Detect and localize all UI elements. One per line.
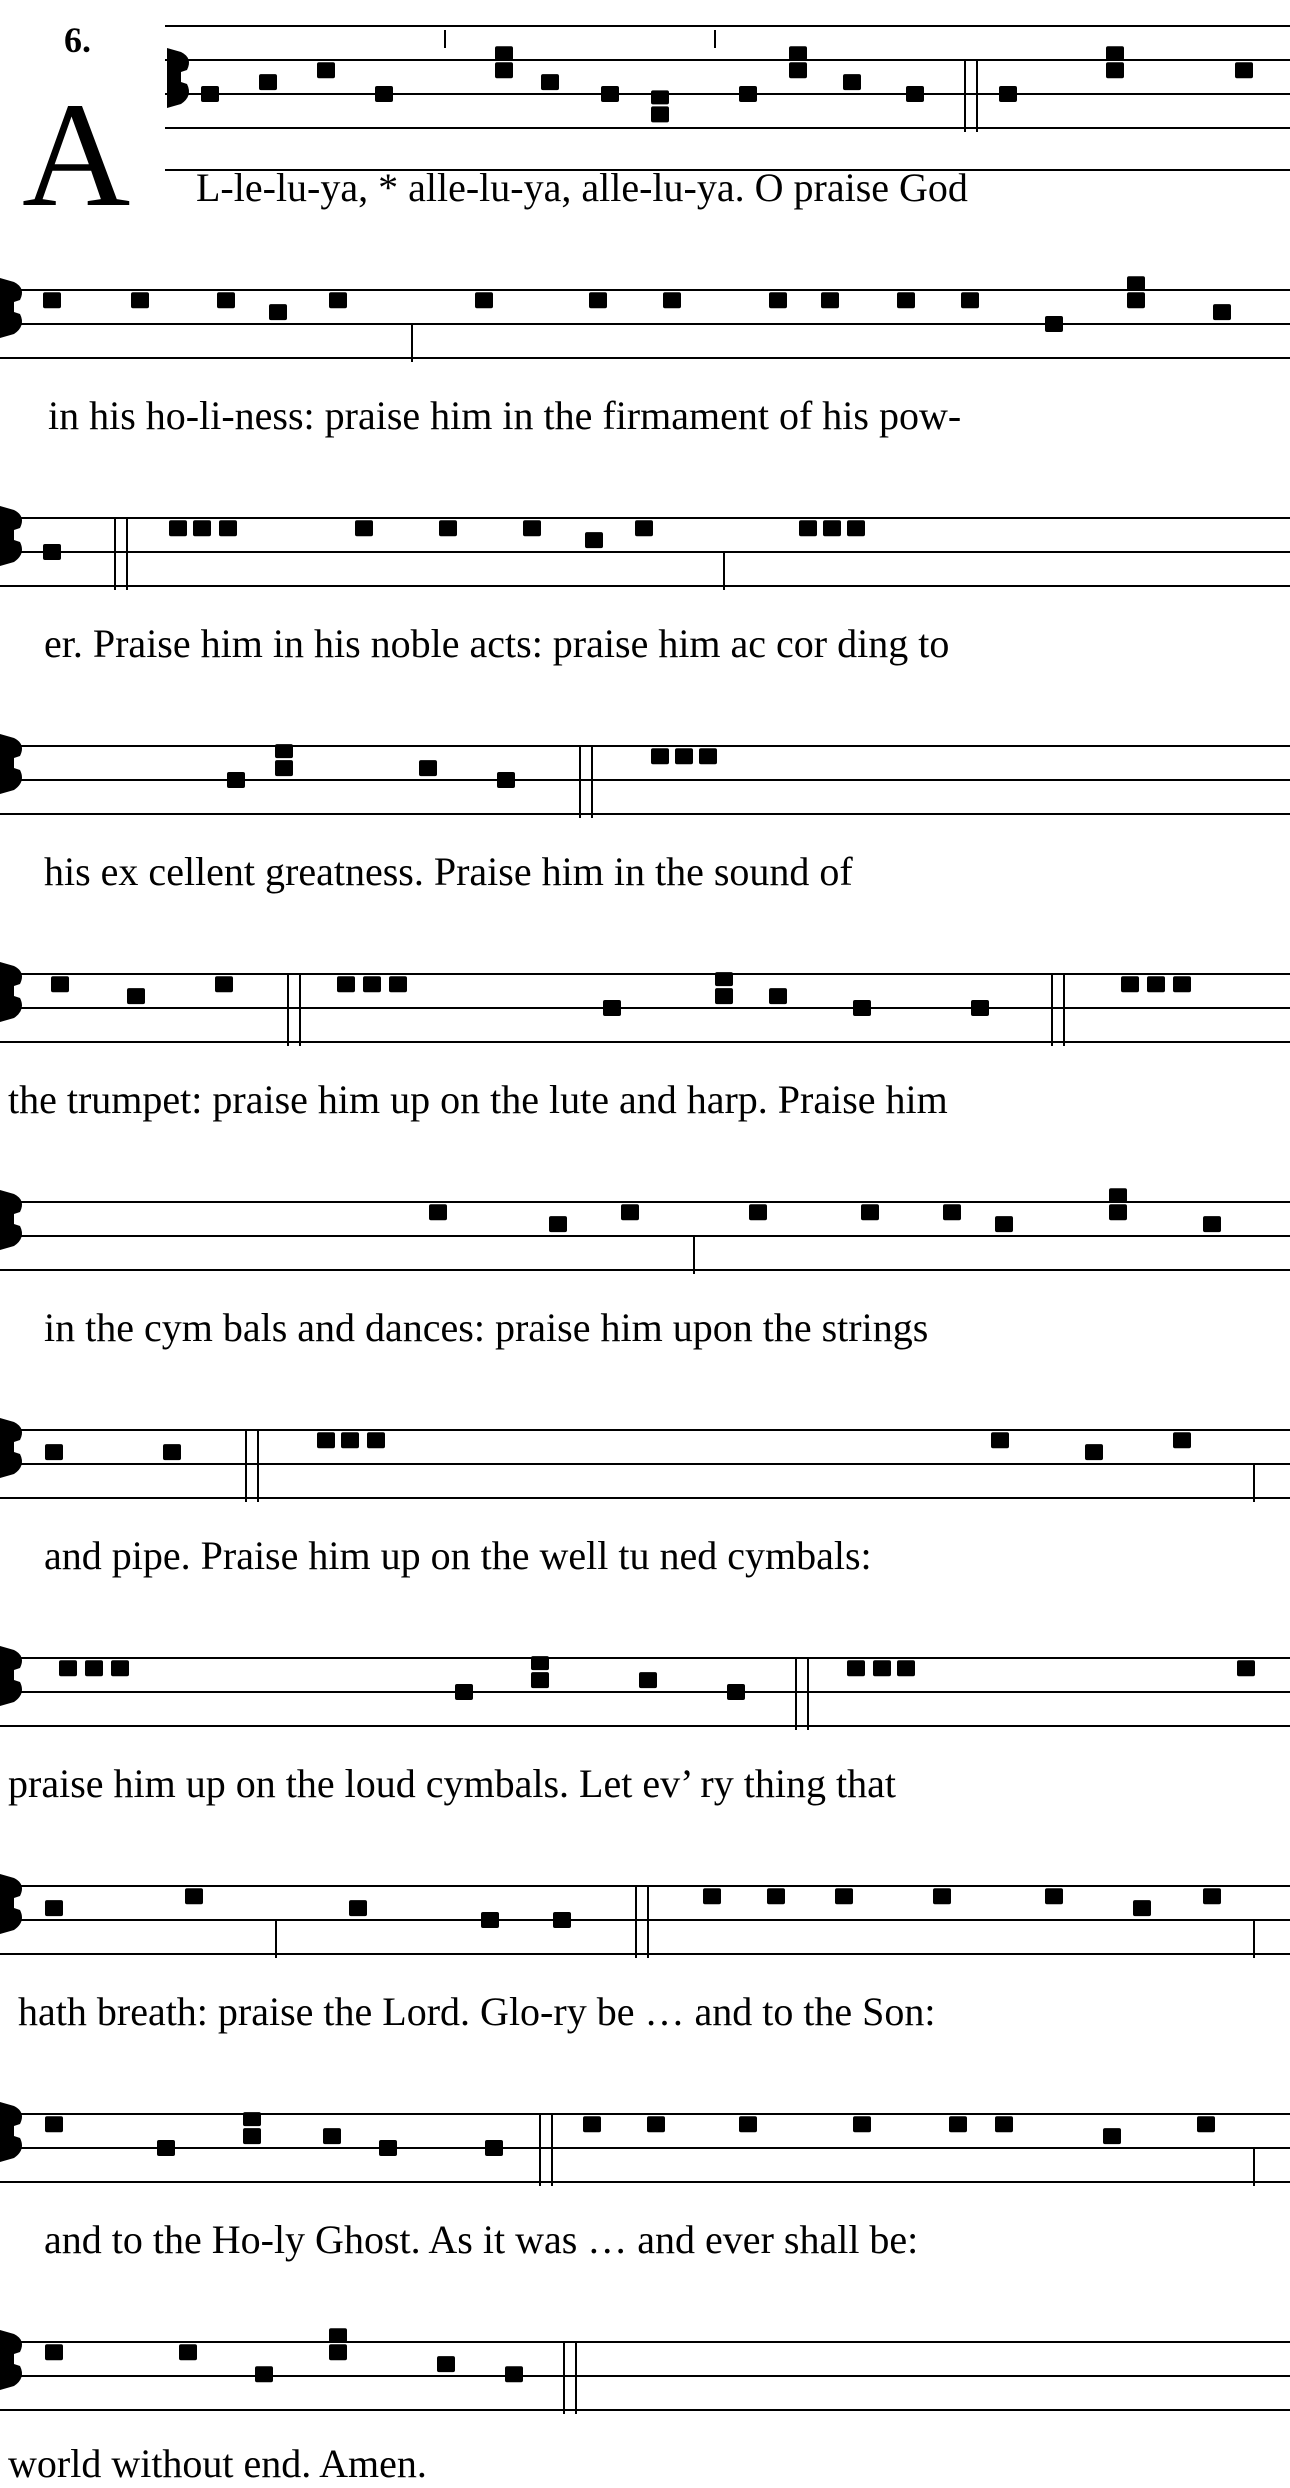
neume-note — [243, 2112, 261, 2126]
neume-note — [999, 86, 1017, 102]
neume-note — [663, 292, 681, 308]
neume-note — [639, 1672, 657, 1688]
neume-note — [505, 2366, 523, 2382]
neume-note — [1106, 62, 1124, 78]
neume-note — [531, 1672, 549, 1688]
neume-note — [651, 90, 669, 104]
neume-note — [243, 2128, 261, 2144]
neume-note — [179, 2344, 197, 2360]
neume-note — [495, 46, 513, 60]
neume-note — [1045, 316, 1063, 332]
neume-note — [647, 2116, 665, 2132]
neume-note — [873, 1660, 891, 1676]
neume-note — [485, 2140, 503, 2156]
neume-note — [583, 2116, 601, 2132]
neume-note — [269, 304, 287, 320]
neume-note — [127, 988, 145, 1004]
neume-note — [767, 1888, 785, 1904]
neume-note — [1203, 1216, 1221, 1232]
c-clef-icon — [167, 48, 189, 108]
neume-note — [835, 1888, 853, 1904]
neume-note — [455, 1684, 473, 1700]
neume-note — [1235, 62, 1253, 78]
neume-note — [853, 1000, 871, 1016]
neume-note — [429, 1204, 447, 1220]
neume-note — [621, 1204, 639, 1220]
c-clef-icon — [0, 506, 22, 566]
neume-note — [329, 292, 347, 308]
neume-note — [43, 544, 61, 560]
neume-note — [635, 520, 653, 536]
neume-note — [847, 1660, 865, 1676]
lyric-line-7: and pipe. Praise him up on the well tu ned cymbals: — [44, 1533, 872, 1578]
neume-note — [355, 520, 373, 536]
neume-note — [323, 2128, 341, 2144]
neume-note — [255, 2366, 273, 2382]
neume-note — [51, 976, 69, 992]
neume-note — [219, 520, 237, 536]
neume-note — [259, 74, 277, 90]
neume-note — [157, 2140, 175, 2156]
neume-note — [799, 520, 817, 536]
c-clef-icon — [0, 1190, 22, 1250]
neume-note — [549, 1216, 567, 1232]
neume-note — [367, 1432, 385, 1448]
initial-letter: A — [22, 72, 131, 238]
neume-note — [897, 292, 915, 308]
neume-note — [439, 520, 457, 536]
neume-note — [1106, 46, 1124, 60]
neume-note — [541, 74, 559, 90]
neume-note — [843, 74, 861, 90]
neume-note — [523, 520, 541, 536]
neume-note — [589, 292, 607, 308]
lyric-line-4: his ex cellent greatness. Praise him in the sound of — [44, 849, 853, 894]
neume-note — [45, 1900, 63, 1916]
neume-note — [379, 2140, 397, 2156]
neume-note — [1173, 976, 1191, 992]
neume-note — [995, 1216, 1013, 1232]
neume-note — [185, 1888, 203, 1904]
c-clef-icon — [0, 2330, 22, 2390]
neume-note — [861, 1204, 879, 1220]
neume-note — [349, 1900, 367, 1916]
neume-note — [337, 976, 355, 992]
neume-note — [45, 2116, 63, 2132]
c-clef-icon — [0, 278, 22, 338]
neume-note — [727, 1684, 745, 1700]
neume-note — [749, 1204, 767, 1220]
neume-note — [739, 86, 757, 102]
neume-note — [341, 1432, 359, 1448]
neume-note — [821, 292, 839, 308]
neume-note — [789, 46, 807, 60]
neume-note — [847, 520, 865, 536]
neume-note — [897, 1660, 915, 1676]
neume-note — [971, 1000, 989, 1016]
neume-note — [437, 2356, 455, 2372]
c-clef-icon — [0, 2102, 22, 2162]
neume-note — [769, 988, 787, 1004]
neume-note — [651, 748, 669, 764]
neume-note — [111, 1660, 129, 1676]
neume-note — [531, 1656, 549, 1670]
neume-note — [943, 1204, 961, 1220]
neume-note — [317, 62, 335, 78]
neume-note — [497, 772, 515, 788]
neume-note — [419, 760, 437, 776]
neume-note — [1045, 1888, 1063, 1904]
neume-note — [389, 976, 407, 992]
neume-note — [495, 62, 513, 78]
lyric-line-5: the trumpet: praise him up on the lute and harp. Praise him — [8, 1077, 948, 1122]
neume-note — [275, 744, 293, 758]
lyric-line-10: and to the Ho-ly Ghost. As it was … and ever shall be: — [44, 2217, 919, 2262]
neume-note — [1237, 1660, 1255, 1676]
neume-note — [329, 2328, 347, 2342]
neume-note — [995, 2116, 1013, 2132]
lyric-line-8: praise him up on the loud cymbals. Let ev’ ry thing that — [8, 1761, 896, 1806]
neume-note — [553, 1912, 571, 1928]
lyric-line-3: er. Praise him in his noble acts: praise him ac cor ding to — [44, 621, 950, 666]
neume-note — [675, 748, 693, 764]
lyric-line-2: in his ho-li-ness: praise him in the firmament of his pow- — [48, 393, 962, 438]
neume-note — [1173, 1432, 1191, 1448]
neume-note — [193, 520, 211, 536]
neume-note — [363, 976, 381, 992]
lyric-line-6: in the cym bals and dances: praise him upon the strings — [44, 1305, 929, 1350]
neume-note — [949, 2116, 967, 2132]
neume-note — [823, 520, 841, 536]
neume-note — [651, 106, 669, 122]
lyric-line-1: L-le-lu-ya, * alle-lu-ya, alle-lu-ya. O praise God — [196, 165, 968, 210]
c-clef-icon — [0, 962, 22, 1022]
neume-note — [1203, 1888, 1221, 1904]
neume-note — [317, 1432, 335, 1448]
neume-note — [961, 292, 979, 308]
neume-note — [1109, 1188, 1127, 1202]
neume-note — [1213, 304, 1231, 320]
neume-note — [481, 1912, 499, 1928]
neume-note — [131, 292, 149, 308]
chant-number: 6. — [64, 20, 91, 60]
neume-note — [1127, 292, 1145, 308]
neume-note — [169, 520, 187, 536]
neume-note — [59, 1660, 77, 1676]
neume-note — [45, 1444, 63, 1460]
neume-note — [1085, 1444, 1103, 1460]
neume-note — [475, 292, 493, 308]
c-clef-icon — [0, 1646, 22, 1706]
neume-note — [703, 1888, 721, 1904]
neume-note — [789, 62, 807, 78]
neume-note — [1109, 1204, 1127, 1220]
neume-note — [906, 86, 924, 102]
neume-note — [329, 2344, 347, 2360]
neume-note — [699, 748, 717, 764]
neume-note — [991, 1432, 1009, 1448]
neume-note — [715, 972, 733, 986]
neume-note — [933, 1888, 951, 1904]
neume-note — [603, 1000, 621, 1016]
c-clef-icon — [0, 1874, 22, 1934]
neume-note — [1147, 976, 1165, 992]
neume-note — [275, 760, 293, 776]
lyric-line-11: world without end. Amen. — [8, 2441, 427, 2486]
neume-note — [1197, 2116, 1215, 2132]
neume-note — [217, 292, 235, 308]
neume-note — [739, 2116, 757, 2132]
lyric-line-9: hath breath: praise the Lord. Glo-ry be … and to the Son: — [18, 1989, 936, 2034]
neume-note — [585, 532, 603, 548]
c-clef-icon — [0, 734, 22, 794]
neume-note — [201, 86, 219, 102]
neume-note — [769, 292, 787, 308]
neume-note — [45, 2344, 63, 2360]
neume-note — [43, 292, 61, 308]
neume-note — [715, 988, 733, 1004]
neume-note — [1127, 276, 1145, 290]
neume-note — [1121, 976, 1139, 992]
neume-note — [1103, 2128, 1121, 2144]
neume-note — [227, 772, 245, 788]
neume-note — [163, 1444, 181, 1460]
neume-note — [853, 2116, 871, 2132]
neume-note — [1133, 1900, 1151, 1916]
neume-note — [375, 86, 393, 102]
neume-note — [215, 976, 233, 992]
neume-note — [85, 1660, 103, 1676]
c-clef-icon — [0, 1418, 22, 1478]
neume-note — [601, 86, 619, 102]
